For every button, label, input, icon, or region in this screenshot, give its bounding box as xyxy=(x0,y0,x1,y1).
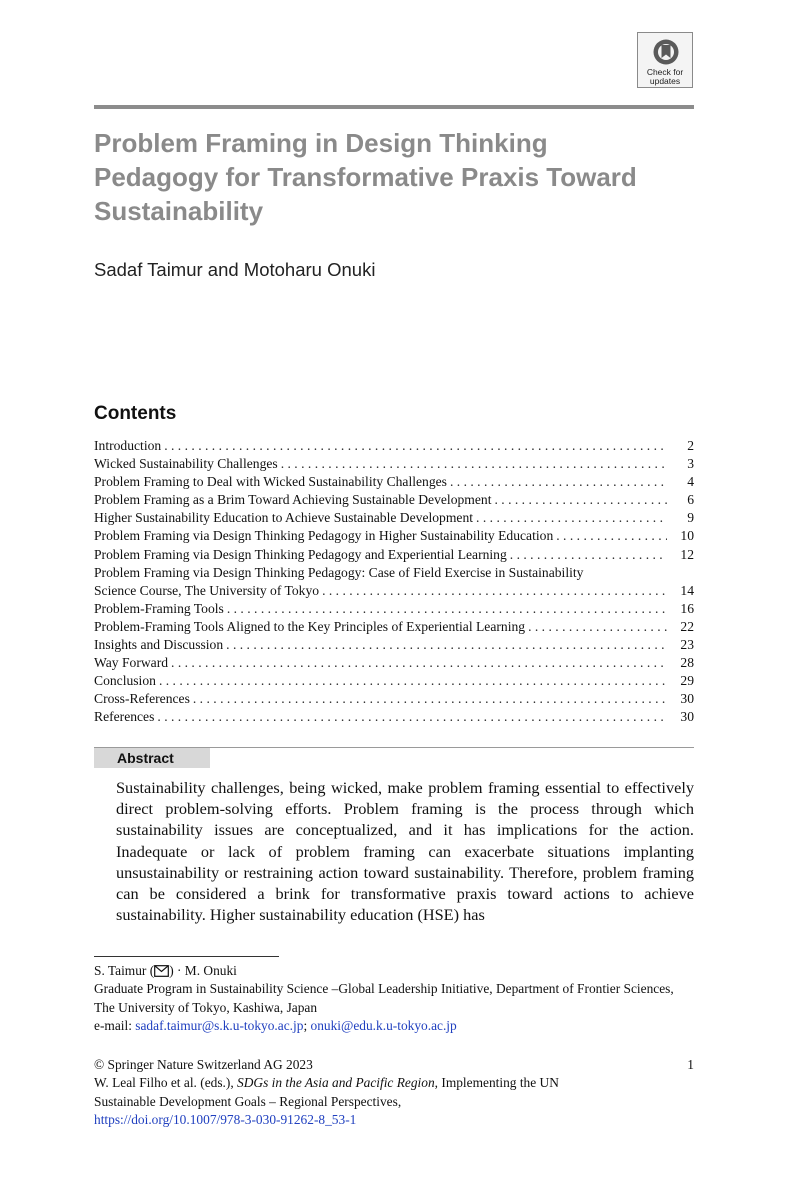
affiliation-department: Graduate Program in Sustainability Science –Global Leadership Initiative, Department of Frontier Sciences, The University of Tokyo, Kashiwa, Japan xyxy=(94,981,674,1015)
toc-leader-dots xyxy=(528,618,667,636)
toc-leader-dots xyxy=(450,473,667,491)
envelope-icon[interactable] xyxy=(154,965,169,977)
toc-leader-dots xyxy=(510,546,667,564)
toc-entry-page: 28 xyxy=(680,655,694,671)
badge-label: Check for updates xyxy=(646,67,684,86)
toc-entry-page: 29 xyxy=(680,673,694,689)
toc-entry-page: 2 xyxy=(687,438,694,453)
toc-leader-dots xyxy=(157,708,667,726)
toc-leader-dots xyxy=(494,491,667,509)
toc-entry-title: Conclusion xyxy=(94,673,156,689)
abstract-label: Abstract xyxy=(94,748,210,768)
series-line: Sustainable Development Goals – Regional Perspectives, xyxy=(94,1093,402,1109)
toc-entry-title: Problem Framing to Deal with Wicked Sustainability Challenges xyxy=(94,474,447,490)
toc-entry-page: 12 xyxy=(680,546,694,562)
title-rule xyxy=(94,105,694,109)
toc-leader-dots xyxy=(193,690,667,708)
toc-entry[interactable] xyxy=(94,672,694,690)
table-of-contents xyxy=(94,437,694,727)
toc-entry[interactable] xyxy=(94,654,694,672)
abstract-text: Sustainability challenges, being wicked, make problem framing essential to effectively direct problem-solving efforts. Problem framing is the process through which sustainability issues are conceptualized, and it has implications for the action. Inadequate or lack of problem framing can exacerbate situations implanting unsustainability or restraining action toward sustainability. Therefore, problem framing can be considered a brink for transformative praxis toward actions to achieve sustainability. Higher sustainability education (HSE) has xyxy=(116,778,694,925)
toc-leader-dots xyxy=(556,527,667,545)
toc-entry-page: 30 xyxy=(680,691,694,707)
email-link-taimur[interactable]: sadaf.taimur@s.k.u-tokyo.ac.jp xyxy=(135,1017,304,1033)
toc-leader-dots xyxy=(159,672,667,690)
toc-entry-title: Way Forward xyxy=(94,655,169,671)
toc-leader-dots xyxy=(322,582,667,600)
bookmark-icon xyxy=(652,38,680,68)
toc-entry[interactable] xyxy=(94,564,694,600)
toc-entry-title: References xyxy=(94,709,155,725)
page-number: 1 xyxy=(687,1057,694,1072)
toc-entry[interactable] xyxy=(94,618,694,636)
toc-entry[interactable] xyxy=(94,437,694,455)
toc-leader-dots xyxy=(227,600,667,618)
toc-entry-title: Introduction xyxy=(94,438,162,453)
toc-leader-dots xyxy=(226,636,667,654)
toc-entry-page: 6 xyxy=(687,492,694,508)
toc-entry-title: Cross-References xyxy=(94,691,190,707)
toc-entry-title: Problem Framing via Design Thinking Pedagogy: Case of Field Exercise in Sustainability xyxy=(94,564,584,580)
toc-entry-title: Wicked Sustainability Challenges xyxy=(94,456,278,472)
toc-entry-title: Insights and Discussion xyxy=(94,637,224,653)
authors: Sadaf Taimur and Motoharu Onuki xyxy=(94,259,376,280)
toc-entry-title: Problem-Framing Tools xyxy=(94,600,224,616)
citation-footer xyxy=(94,1056,694,1129)
toc-entry[interactable] xyxy=(94,546,694,564)
footnote-rule xyxy=(94,956,279,957)
toc-entry[interactable] xyxy=(94,473,694,491)
toc-entry-title: Higher Sustainability Education to Achieve Sustainable Development xyxy=(94,510,474,526)
toc-entry-title: Problem-Framing Tools Aligned to the Key Principles of Experiential Learning xyxy=(94,618,526,634)
toc-entry[interactable] xyxy=(94,509,694,527)
abstract-header xyxy=(94,747,694,768)
toc-entry-title: Problem Framing as a Brim Toward Achieving Sustainable Development xyxy=(94,492,492,508)
toc-entry-page: 10 xyxy=(680,528,694,544)
contents-heading: Contents xyxy=(94,403,177,424)
toc-entry-title: Science Course, The University of Tokyo xyxy=(94,582,320,598)
toc-entry-page: 30 xyxy=(680,709,694,725)
toc-entry-page: 3 xyxy=(687,456,694,472)
toc-entry[interactable] xyxy=(94,455,694,473)
toc-entry-page: 9 xyxy=(687,510,694,526)
toc-leader-dots xyxy=(171,654,667,672)
citation-line: W. Leal Filho et al. (eds.), SDGs in the Asia and Pacific Region, Implementing the UN xyxy=(94,1075,559,1091)
toc-entry[interactable] xyxy=(94,636,694,654)
toc-entry[interactable] xyxy=(94,600,694,618)
copyright: © Springer Nature Switzerland AG 2023 xyxy=(94,1057,313,1072)
toc-leader-dots xyxy=(164,437,667,455)
doi-link[interactable]: https://doi.org/10.1007/978-3-030-91262-8_53-1 xyxy=(94,1111,357,1127)
toc-entry[interactable] xyxy=(94,690,694,708)
chapter-title: Problem Framing in Design Thinking Pedagogy for Transformative Praxis Toward Sustainability xyxy=(94,128,637,226)
toc-entry-title: Problem Framing via Design Thinking Pedagogy and Experiential Learning xyxy=(94,546,507,562)
toc-entry[interactable] xyxy=(94,527,694,545)
toc-entry-page: 22 xyxy=(680,618,694,634)
toc-entry-page: 23 xyxy=(680,637,694,653)
toc-entry[interactable] xyxy=(94,708,694,726)
check-for-updates-badge[interactable] xyxy=(637,32,693,88)
toc-entry-page: 14 xyxy=(680,582,694,598)
toc-entry[interactable] xyxy=(94,491,694,509)
toc-leader-dots xyxy=(476,509,667,527)
toc-entry-page: 4 xyxy=(687,474,694,490)
email-link-onuki[interactable]: onuki@edu.k.u-tokyo.ac.jp xyxy=(310,1017,457,1033)
author-affiliation xyxy=(94,962,694,1035)
email-line: e-mail: sadaf.taimur@s.k.u-tokyo.ac.jp; onuki@edu.k.u-tokyo.ac.jp xyxy=(94,1017,457,1033)
toc-leader-dots xyxy=(281,455,667,473)
toc-entry-title: Problem Framing via Design Thinking Pedagogy in Higher Sustainability Education xyxy=(94,528,554,544)
toc-entry-page: 16 xyxy=(680,600,694,616)
author-line: S. Taimur ( ) · M. Onuki xyxy=(94,963,237,978)
book-title: SDGs in the Asia and Pacific Region xyxy=(237,1075,435,1091)
